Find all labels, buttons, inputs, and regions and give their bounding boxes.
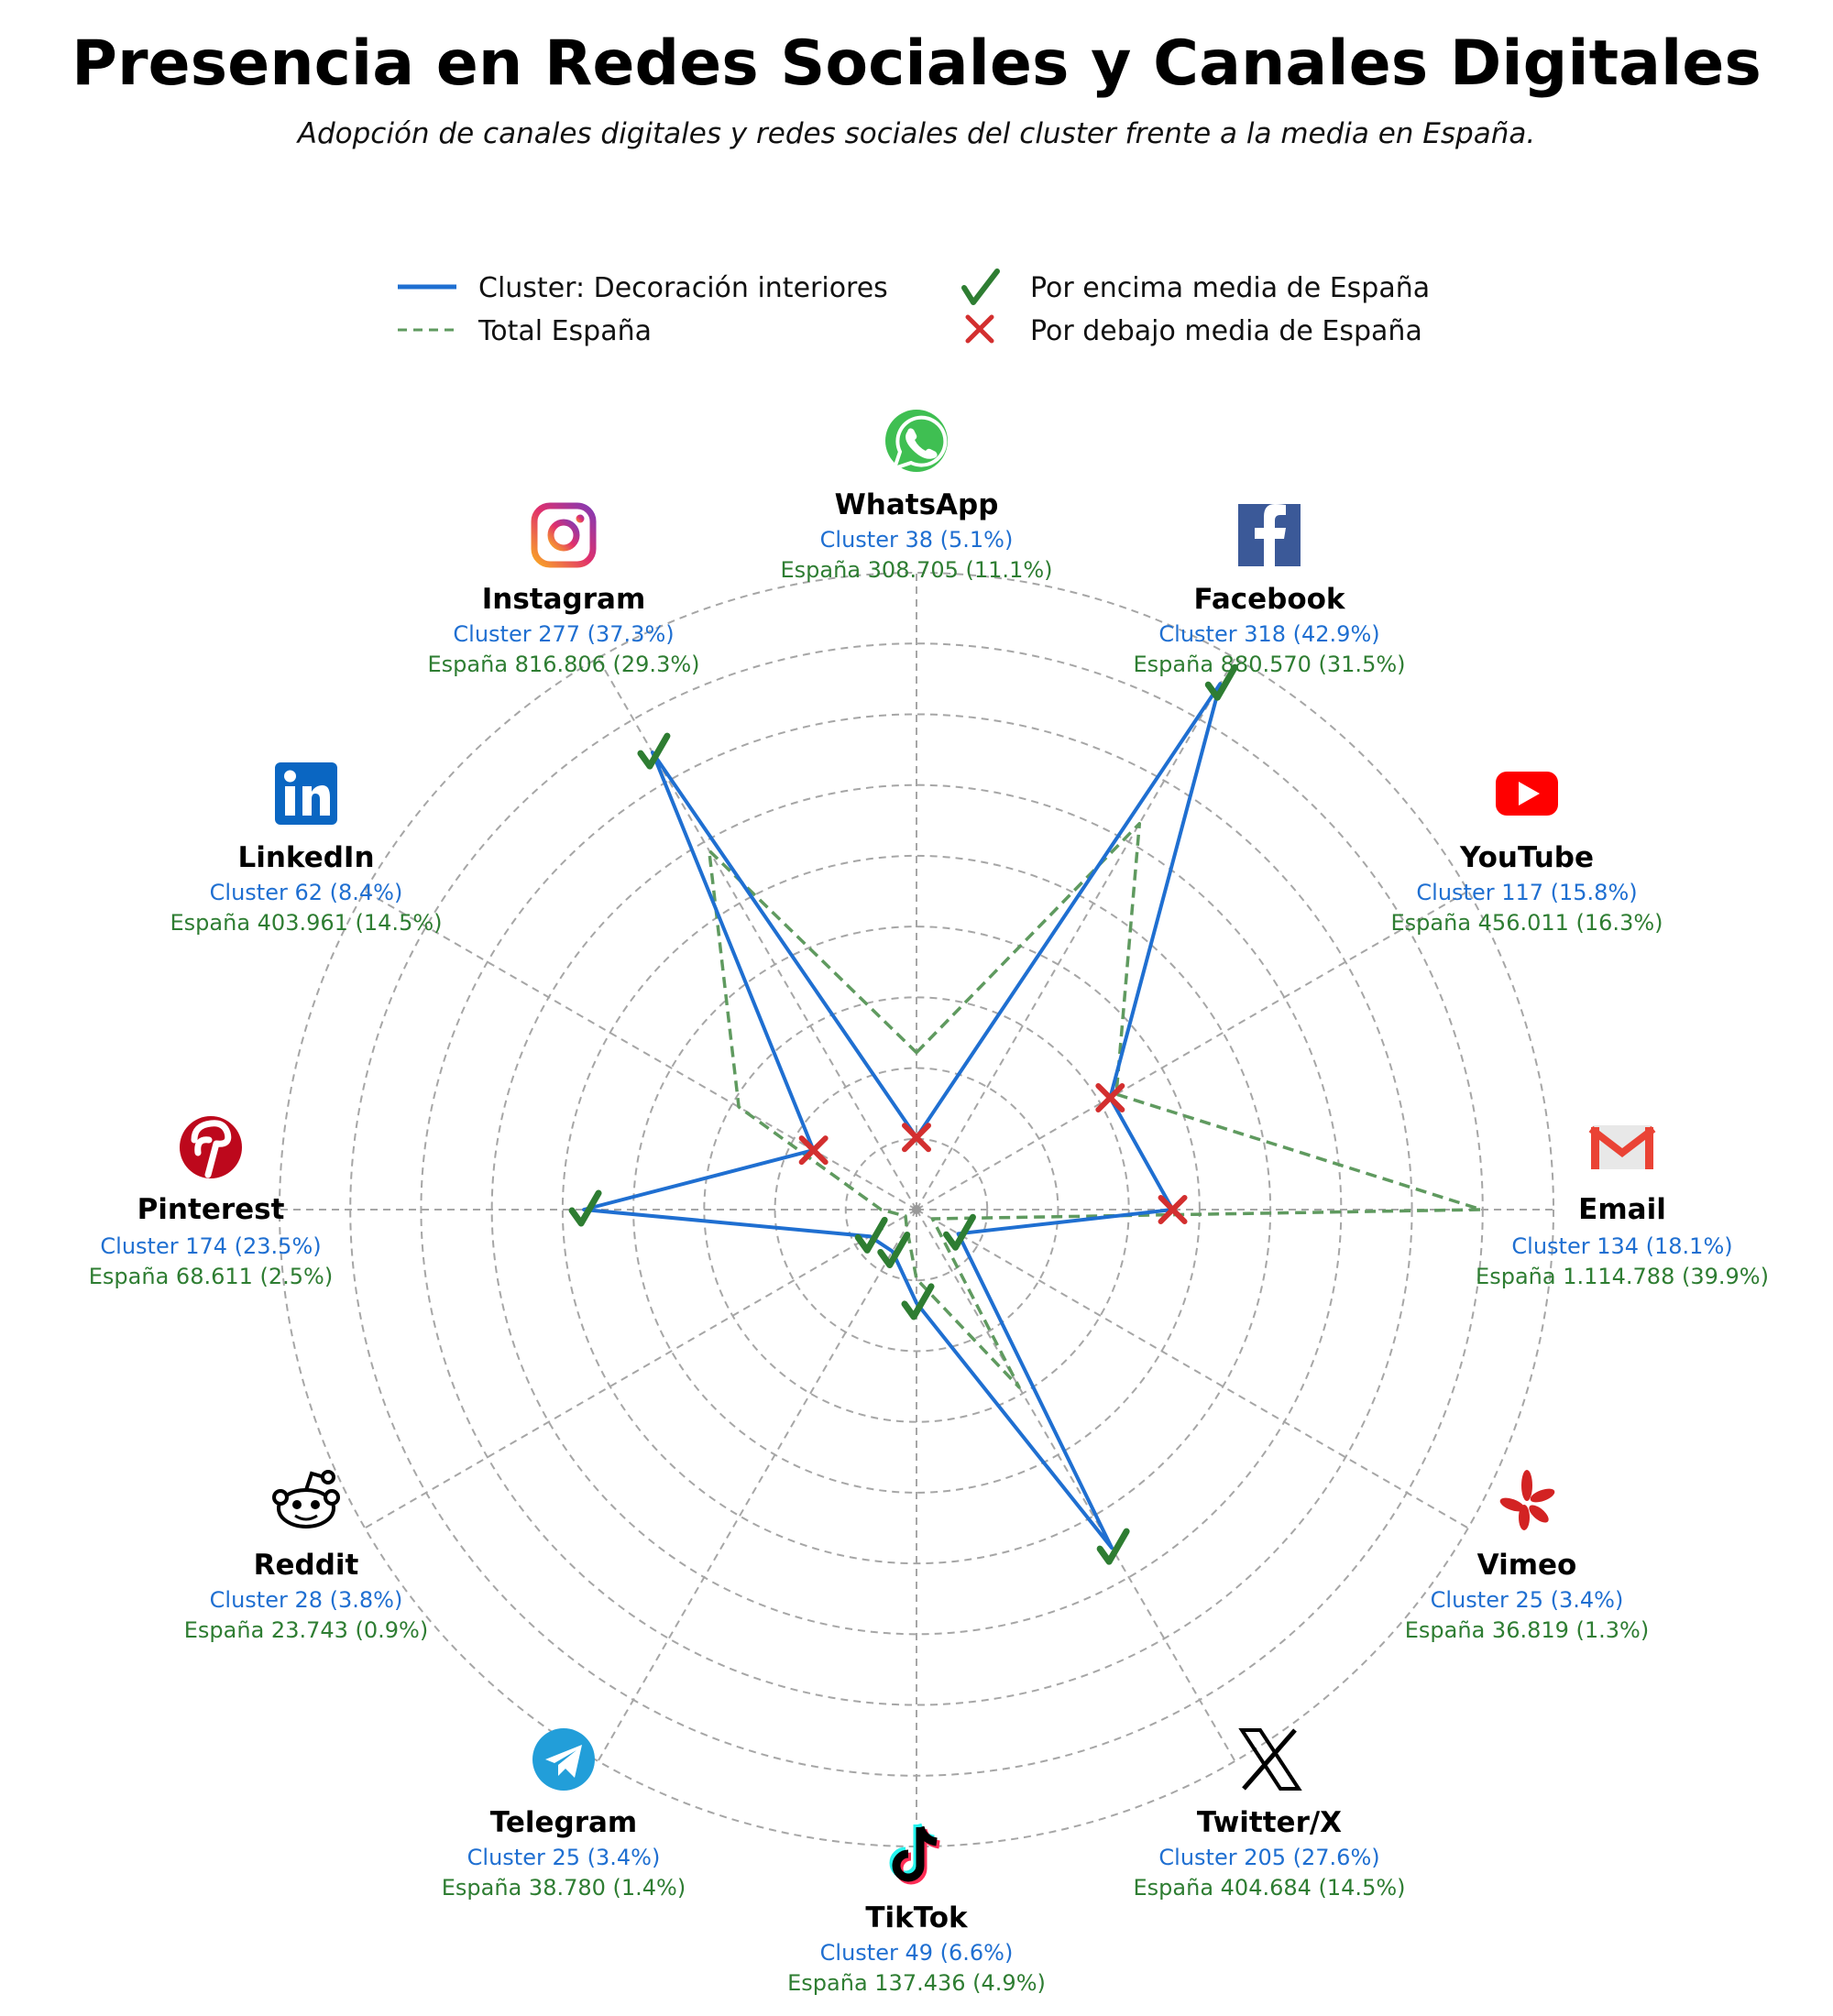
axis-name: TikTok	[865, 1901, 968, 1934]
axis-espana-label: España 456.011 (16.3%)	[1390, 910, 1663, 936]
legend-above-label: Por encima media de España	[1030, 272, 1431, 304]
axis-espana-label: España 1.114.788 (39.9%)	[1476, 1264, 1769, 1289]
axis-cluster-label: Cluster 49 (6.6%)	[819, 1940, 1014, 1966]
youtube-icon	[1496, 772, 1558, 816]
radar-series	[584, 684, 1481, 1548]
axis-name: Reddit	[253, 1549, 359, 1582]
axis-name: Vimeo	[1476, 1549, 1577, 1582]
axis-name: Instagram	[481, 583, 646, 616]
axis-name: Telegram	[489, 1806, 638, 1839]
axis-espana-label: España 403.961 (14.5%)	[170, 910, 443, 936]
axis-espana-label: España 23.743 (0.9%)	[183, 1617, 429, 1643]
axis-cluster-label: Cluster 25 (3.4%)	[466, 1845, 661, 1870]
axis-name: LinkedIn	[237, 841, 375, 874]
axis-espana-label: España 137.436 (4.9%)	[787, 1970, 1046, 1996]
check-icon	[964, 271, 997, 302]
axis-cluster-label: Cluster 28 (3.8%)	[209, 1587, 403, 1613]
below-marker	[1098, 1086, 1122, 1110]
reddit-icon	[274, 1472, 338, 1527]
axis-espana-label: España 36.819 (1.3%)	[1404, 1617, 1650, 1643]
axis-espana-label: España 880.570 (31.5%)	[1133, 652, 1406, 677]
axis-espana-label: España 38.780 (1.4%)	[441, 1875, 686, 1901]
x-icon	[1242, 1730, 1299, 1789]
legend-espana-label: Total España	[478, 315, 653, 347]
axis-espana-label: España 308.705 (11.1%)	[780, 557, 1053, 583]
linkedin-icon	[275, 762, 337, 825]
legend	[398, 271, 1430, 347]
axis-espana-label: España 68.611 (2.5%)	[88, 1264, 334, 1289]
axis-name: Email	[1578, 1193, 1666, 1226]
grid-center	[912, 1205, 921, 1214]
legend-below-label: Por debajo media de España	[1030, 315, 1422, 347]
axis-cluster-label: Cluster 205 (27.6%)	[1158, 1845, 1380, 1870]
axis-cluster-label: Cluster 62 (8.4%)	[209, 880, 403, 905]
axis-cluster-label: Cluster 25 (3.4%)	[1430, 1587, 1624, 1613]
whatsapp-icon	[885, 410, 948, 472]
axis-name: Twitter/X	[1196, 1806, 1343, 1839]
axis-cluster-label: Cluster 318 (42.9%)	[1158, 621, 1380, 647]
axis-cluster-label: Cluster 174 (23.5%)	[100, 1233, 322, 1259]
telegram-icon	[532, 1728, 595, 1791]
axis-name: YouTube	[1460, 841, 1594, 874]
vimeo-icon	[1498, 1470, 1556, 1530]
axis-espana-label: España 816.806 (29.3%)	[427, 652, 700, 677]
cross-icon	[968, 317, 992, 341]
axis-cluster-label: Cluster 38 (5.1%)	[819, 527, 1014, 553]
gmail-icon	[1591, 1125, 1653, 1169]
pinterest-icon	[180, 1116, 242, 1178]
instagram-icon	[534, 506, 593, 564]
chart-title: Presencia en Redes Sociales y Canales Digitales	[71, 27, 1762, 100]
chart-subtitle: Adopción de canales digitales y redes sociales del cluster frente a la media en España.	[297, 117, 1536, 150]
axis-name: WhatsApp	[834, 488, 999, 521]
axis-cluster-label: Cluster 277 (37.3%)	[453, 621, 675, 647]
axis-name: Facebook	[1193, 583, 1345, 616]
legend-cluster-label: Cluster: Decoración interiores	[478, 272, 888, 304]
below-marker	[802, 1138, 826, 1162]
series-cluster-line	[584, 684, 1220, 1548]
above-marker	[881, 1234, 907, 1265]
radar-grid	[280, 573, 1553, 1846]
facebook-icon	[1238, 504, 1301, 566]
axis-espana-label: España 404.684 (14.5%)	[1133, 1875, 1406, 1901]
tiktok-icon	[894, 1824, 939, 1880]
axis-cluster-label: Cluster 117 (15.8%)	[1416, 880, 1638, 905]
axis-name: Pinterest	[137, 1193, 285, 1226]
axis-cluster-label: Cluster 134 (18.1%)	[1511, 1233, 1733, 1259]
